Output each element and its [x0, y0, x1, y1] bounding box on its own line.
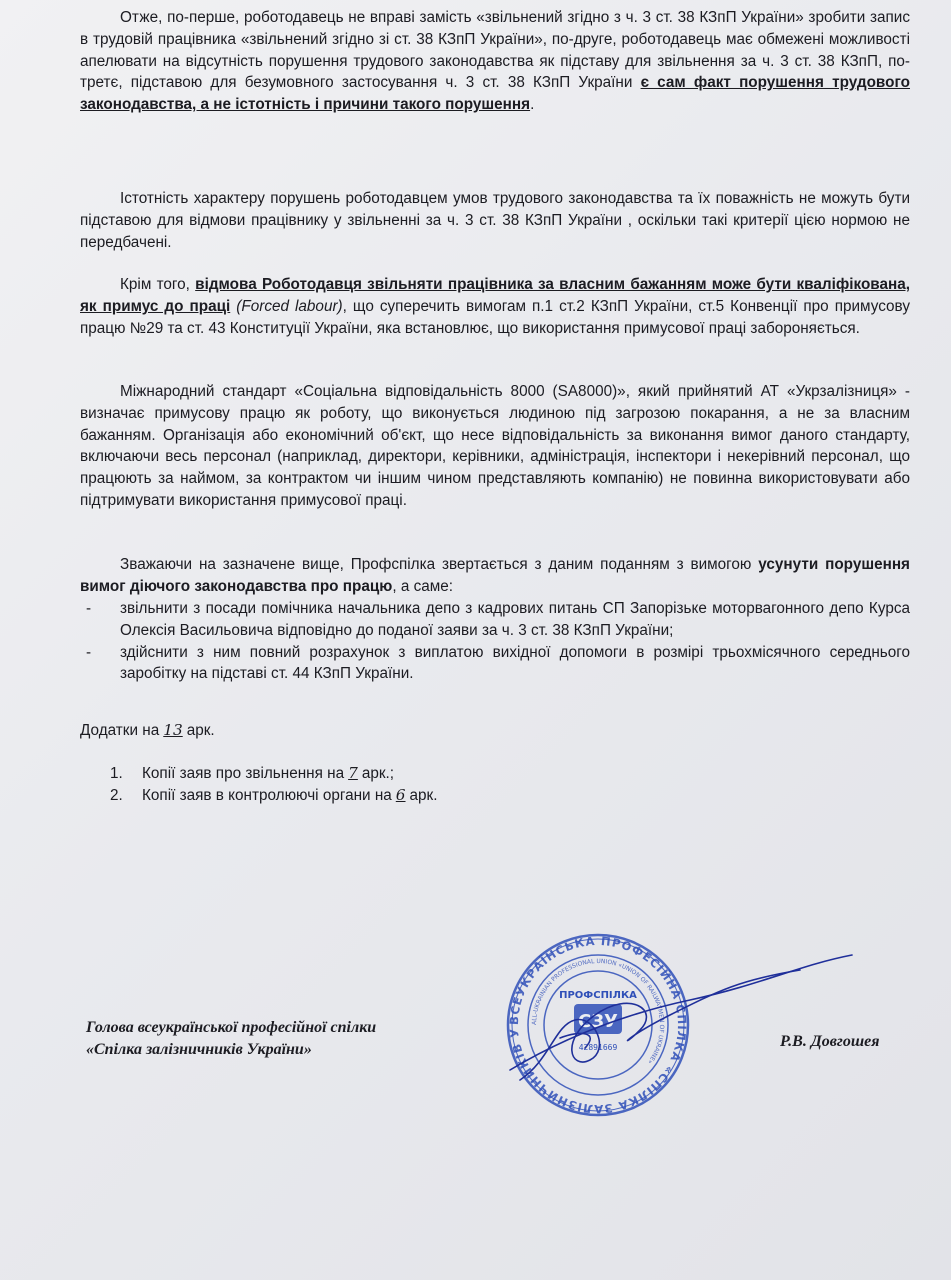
attachments-suffix: арк. — [186, 722, 215, 739]
position-line-2: «Спілка залізничників України» — [86, 1041, 312, 1058]
stamp-graphic — [500, 920, 860, 1120]
paragraph-sa8000 — [80, 381, 910, 512]
attachment-suffix: арк.; — [361, 765, 395, 782]
p3-forced-labour: (Forced labour) — [236, 297, 343, 315]
p1-emphasis: є сам факт порушення трудового законодавства, а не істотність і причини такого порушення — [80, 74, 910, 114]
stamp-code: 42891669 — [578, 1043, 618, 1052]
attachments-prefix: Додатки на — [80, 722, 160, 739]
list-item — [80, 642, 910, 686]
attachment-count: 6 — [395, 785, 406, 804]
stamp-outer-text: ВСЕУКРАЇНСЬКА ПРОФЕСІЙНА СПІЛКА «СПІЛКА ЗАЛІЗНИЧНИКІВ У — [506, 933, 690, 1117]
list-item — [80, 598, 910, 642]
p3-emphasis: відмова Роботодавця звільняти працівника за власним бажанням може бути кваліфікована, як примус до праці — [80, 276, 910, 315]
signatory-name: Р.В. Довгошея — [780, 1033, 880, 1050]
attachments-list — [110, 763, 437, 807]
demand-text: звільнити з посади помічника начальника депо з кадрових питань СП Запорізьке моторвагонного депо Курса Олексія Васильовича відповідно до поданої заяви за ч. 3 ст. 38 КЗпП України; — [120, 600, 910, 639]
attachment-text: Копії заяв в контролюючі органи на — [142, 786, 392, 804]
p1-text: Отже, по-перше, роботодавець не вправі замість «звільнений згідно з ч. 3 ст. 38 КЗпП України» зробити запис в трудовій працівника «звільнений згідно зі ст. 38 КЗпП України», по-друге, роботодавець має обмежені можливості апелювати на відсутність порушення трудового законодавства як підставу для звільнення за ч. 3 ст. 38 КЗпП, по-третє, підставою для безумовного застосування ч. 3 ст. 38 КЗпП України — [80, 9, 910, 92]
p3-lead: Крім того, — [120, 276, 196, 293]
p3-rest: , що суперечить вимогам п.1 ст.2 КЗпП України, ст.5 Конвенції про примусову працю №29 та ст. 43 Конституції України, яка встановлює, що використання примусової праці забороняється. — [80, 297, 910, 337]
p4-text: Міжнародний стандарт «Соціальна відповідальність 8000 (SA8000)», який прийнятий АТ «Укрзалізниця» - визначає примусову працю як роботу, що виконується людиною під загрозою покарання, а не за власним бажанням. Організація або економічний об'єкт, що несе відповідальність за виконання вимог даного стандарту, включаючи весь персонал (наприклад, директори, керівники, адміністрація, інспектори і некерівний персонал, що працюють за наймом, за контрактом чи іншим чином представляють компанію) не повинна використовувати або підтримувати використання примусової праці. — [80, 383, 910, 509]
stamp-logo: СЗУ — [578, 1011, 618, 1032]
stamp-inner-text: ALL-UKRAINIAN PROFESSIONAL UNION «UNION OF RAILWAYMEN OF UKRAINE» — [530, 957, 666, 1066]
paragraph-severity — [80, 188, 910, 253]
list-dash: - — [86, 643, 92, 661]
paragraph-demand — [80, 554, 910, 598]
p1-end: . — [530, 96, 535, 114]
attachments-count: 13 — [163, 721, 183, 739]
list-number: 1. — [110, 765, 123, 782]
signatory-position — [86, 1017, 376, 1061]
list-item — [110, 785, 437, 807]
position-line-1: Голова всеукраїнської професійної спілки — [86, 1019, 377, 1036]
demands-list — [80, 598, 910, 685]
attachment-text: Копії заяв про звільнення на — [142, 765, 345, 782]
union-stamp — [500, 920, 860, 1125]
list-item — [110, 763, 437, 785]
list-dash: - — [86, 600, 92, 617]
p5-end: , а саме: — [392, 577, 454, 595]
demand-text: здійснити з ним повний розрахунок з виплатою вихідної допомоги в розмірі трьохмісячного середнього заробітку на підставі ст. 44 КЗпП України. — [120, 643, 910, 683]
attachments-heading — [80, 720, 910, 742]
p5-emphasis: усунути порушення вимог діючого законодавства про працю — [80, 556, 910, 595]
paragraph-forced-labour — [80, 274, 910, 339]
stamp-center-label: ПРОФСПІЛКА — [559, 990, 637, 1001]
list-number: 2. — [110, 786, 123, 804]
attachment-suffix: арк. — [409, 786, 438, 804]
attachment-count: 7 — [348, 764, 358, 782]
p5-lead: Зважаючи на зазначене вище, Профспілка звертається з даним поданням з вимогою — [120, 556, 759, 573]
p2-text: Істотність характеру порушень роботодавцем умов трудового законодавства та їх поважність не можуть бути підставою для відмови працівнику у звільненні за ч. 3 ст. 38 КЗпП України , оскільки такі критерії цією нормою не передбачені. — [80, 190, 910, 251]
paragraph-legal-basis — [80, 7, 910, 116]
